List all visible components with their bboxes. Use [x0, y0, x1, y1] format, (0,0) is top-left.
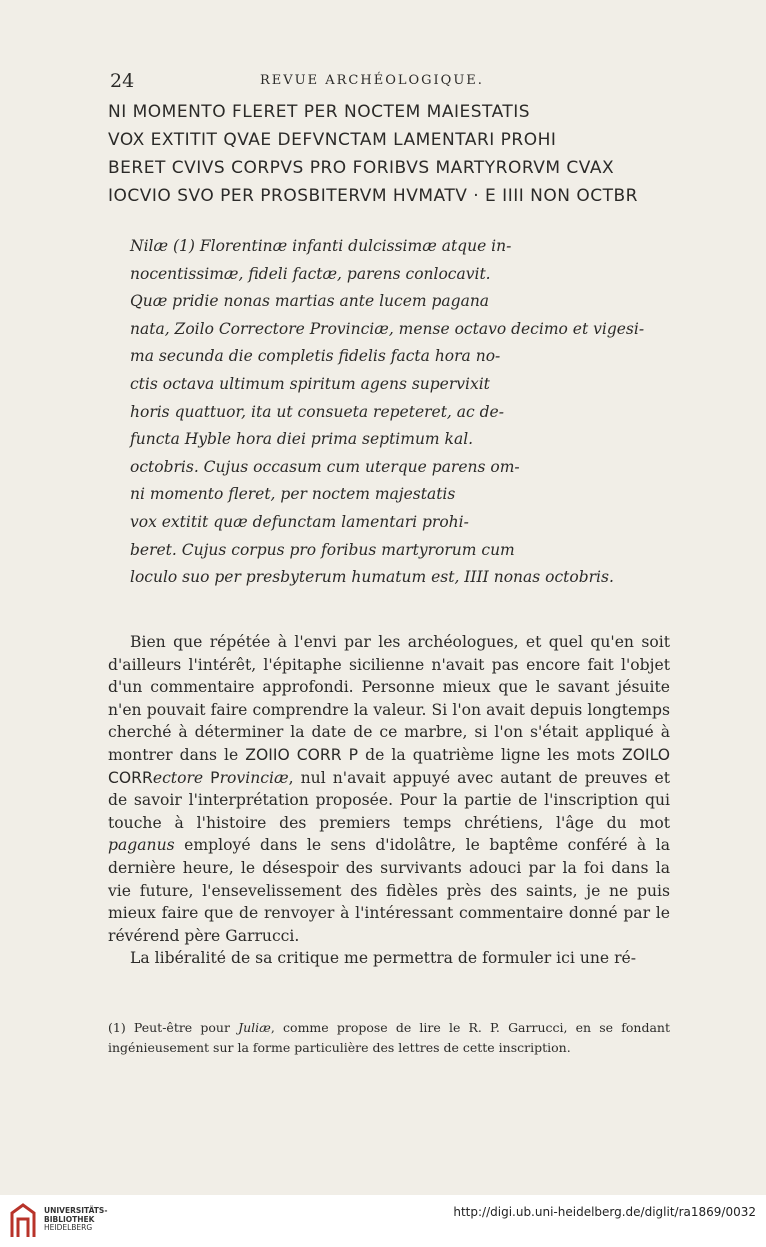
text-run: rovinciæ: [219, 768, 289, 787]
library-logo-icon: [8, 1203, 38, 1239]
transcription-line: nata, Zoilo Correctore Provinciæ, mense octavo decimo et vigesi-: [130, 319, 645, 338]
transcription-line: octobris. Cujus occasum cum uterque parens om-: [130, 457, 520, 476]
transcription-line: loculo suo per presbyterum humatum est, IIII nonas octobris.: [130, 568, 614, 587]
transcription-line: Nilæ (1) Florentinæ infanti dulcissimæ atque in-: [130, 237, 512, 255]
text-run: de la quatrième ligne les mots: [358, 745, 623, 764]
paragraph: [108, 631, 670, 947]
transcription-line: functa Hyble hora diei prima septimum kal.: [130, 430, 474, 449]
transcription-line: ni momento fleret, per noctem majestatis: [130, 485, 456, 504]
text-run: paganus: [108, 836, 175, 855]
transcription-line: beret. Cujus corpus pro foribus martyrorum cum: [130, 540, 515, 559]
body-text: [108, 631, 670, 970]
transcription-line: nocentissimæ, fideli factæ, parens conlocavit.: [130, 264, 491, 283]
text-run: , comme propose de lire le R. P. Garrucci, en se fondant ingénieusement sur la forme particulière des lettres de cette inscription.: [108, 1020, 670, 1055]
transcription-line: horis quattuor, ita ut consueta repeteret, ac de-: [130, 402, 504, 421]
inscription-line: VOX EXTITIT QVAE DEFVNCTAM LAMENTARI PROHI: [108, 130, 557, 150]
library-name-line: BIBLIOTHEK: [44, 1214, 95, 1224]
text-run: , nul n'avait appuyé avec autant de preuves et de savoir l'interprétation proposée. Pour la partie de l'inscription qui touche à l'histoire des premiers temps chrétiens, l'âge du mot: [108, 768, 670, 832]
inscription-line: BERET CVIVS CORPVS PRO FORIBVS MARTYRORVM CVAX: [108, 158, 615, 178]
page-number: 24: [110, 70, 135, 92]
inscription-line: NI MOMENTO FLERET PER NOCTEM MAIESTATIS: [108, 102, 531, 122]
transcription-line: vox extitit quæ defunctam lamentari prohi-: [130, 512, 469, 531]
transcription-line: ma secunda die completis fidelis facta hora no-: [130, 347, 501, 366]
footer-bar: [0, 1195, 766, 1247]
text-run: (1) Peut-être pour: [108, 1020, 239, 1035]
latin-transcription: [130, 233, 670, 592]
text-run: ectore: [152, 768, 204, 787]
inscription-line: IOCVIO SVO PER PROSBITERVM HVMATV · E IIII NON OCTBR: [108, 186, 638, 206]
text-run: Bien que répétée à l'envi par les archéologues, et quel qu'en soit d'ailleurs l'intérêt, l'épitaphe sicilienne n'avait pas encore fait l'objet d'un commentaire approfondi. Personne mieux que le savant jésuite n'en pouvait faire comprendre la valeur. Si l'on avait depuis longtemps cherché à déterminer la date de ce marbre, si l'on s'était appliqué à montrer dans le: [108, 633, 670, 764]
inscription-block: [108, 98, 688, 210]
library-name-line: HEIDELBERG: [44, 1223, 93, 1232]
footnote: [108, 1018, 670, 1058]
text-run: ZOIIO CORR P: [245, 745, 359, 764]
transcription-line: Quæ pridie nonas martias ante lucem pagana: [130, 292, 490, 311]
text-run: employé dans le sens d'idolâtre, le baptême conféré à la dernière heure, le désespoir des survivants adouci par la foi dans la vie future, l'ensevelissement des fidèles près des saints, je ne puis mieux faire que de renvoyer à l'intéressant commentaire donné par le révérend père Garrucci.: [108, 836, 670, 945]
text-run: Juliæ: [238, 1020, 271, 1035]
text-run: P: [203, 768, 220, 787]
running-title: REVUE ARCHÉOLOGIQUE.: [260, 73, 484, 88]
source-url[interactable]: http://digi.ub.uni-heidelberg.de/diglit/ra1869/0032: [453, 1205, 756, 1219]
text-run: ZOILO CORR: [108, 745, 670, 787]
library-name: [44, 1207, 107, 1233]
library-name-line: UNIVERSITÄTS-: [44, 1206, 108, 1215]
paragraph: La libéralité de sa critique me permettra de formuler ici une ré-: [130, 949, 637, 968]
transcription-line: ctis octava ultimum spiritum agens supervixit: [130, 374, 490, 393]
